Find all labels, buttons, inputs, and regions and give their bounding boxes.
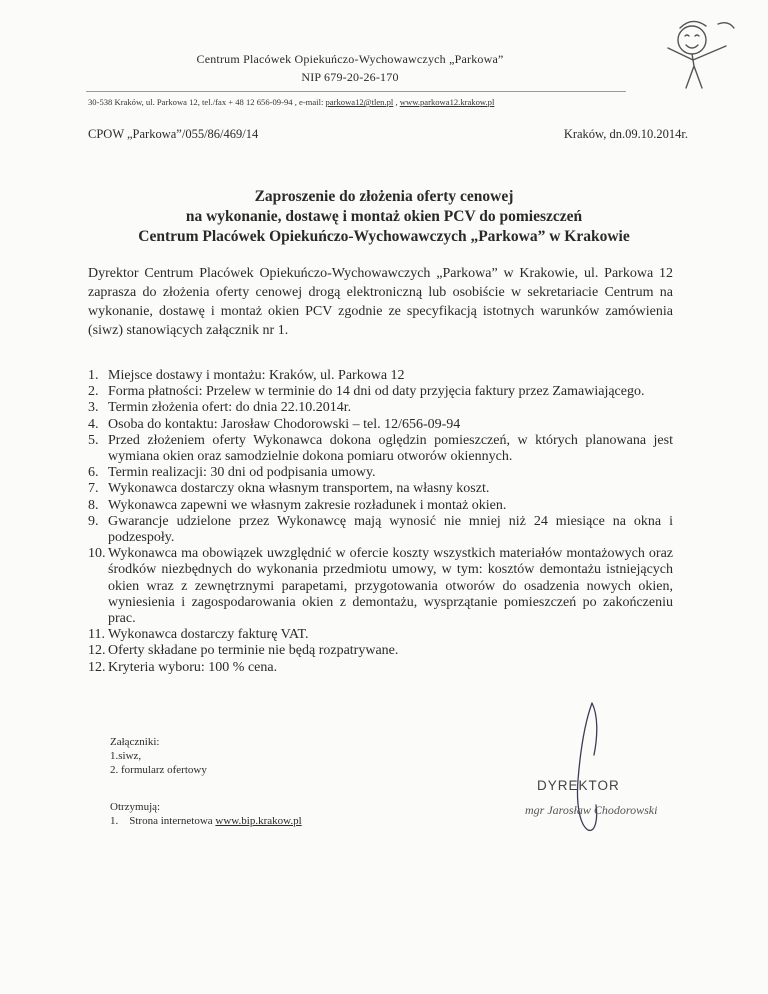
nip-number: NIP 679-20-26-170 xyxy=(301,70,399,84)
item-number: 6. xyxy=(88,465,99,481)
attachments-label: Załączniki: xyxy=(110,736,160,748)
item-text: Osoba do kontaktu: Jarosław Chodorowski – tel. 12/656-09-94 xyxy=(108,416,461,432)
contact-line xyxy=(88,97,494,107)
title-line-2: na wykonanie, dostawę i montaż okien PCV do pomieszczeń xyxy=(185,208,583,225)
item-text: Kryteria wyboru: 100 % cena. xyxy=(108,659,278,675)
item-text: Oferty składane po terminie nie będą rozpatrywane. xyxy=(108,643,399,659)
intro-paragraph: Dyrektor Centrum Placówek Opiekuńczo-Wychowawczych „Parkowa” w Krakowie, ul. Parkowa 12 zaprasza do złożenia oferty cenowej drogą elektroniczną lub osobiście w sekretariacie Centrum na wykonanie, dostawę i montaż okien PCV zgodnie ze specyfikacją istotnych warunków zamówienia (siwz) stanowiących załącznik nr 1. xyxy=(88,266,673,338)
list-item xyxy=(88,643,673,659)
email-label: e-mail: xyxy=(299,97,324,107)
item-number: 12. xyxy=(88,659,106,675)
list-item xyxy=(88,368,673,384)
item-text: Forma płatności: Przelew w terminie do 14 dni od daty przyjęcia faktury przez Zamawiającego. xyxy=(108,384,645,400)
item-number: 7. xyxy=(88,481,99,497)
list-item xyxy=(88,481,673,497)
list-item xyxy=(88,400,673,416)
list-item xyxy=(88,384,673,400)
attachment-item: 1.siwz, xyxy=(110,750,142,762)
item-text: Wykonawca zapewni we własnym zakresie rozładunek i montaż okien. xyxy=(108,497,507,513)
bip-link[interactable]: www.bip.krakow.pl xyxy=(215,815,302,827)
attachment-item: 2. formularz ofertowy xyxy=(110,764,207,776)
recipient-text: Strona internetowa xyxy=(129,815,216,827)
item-number: 5. xyxy=(88,432,99,448)
terms-list xyxy=(88,368,673,676)
item-number: 9. xyxy=(88,513,99,529)
recipient-number: 1. xyxy=(110,815,119,827)
item-text: Termin złożenia ofert: do dnia 22.10.2014r. xyxy=(108,400,352,416)
item-text: Przed złożeniem oferty Wykonawca dokona oględzin pomieszczeń, w których planowana jest wymiana okien oraz samodzielnie dokona pomiaru otworów okiennych. xyxy=(108,432,673,465)
reference-number: CPOW „Parkowa”/055/86/469/14 xyxy=(88,127,259,141)
list-item xyxy=(88,546,673,627)
address: 30-538 Kraków, ul. Parkowa 12, xyxy=(88,97,200,107)
handwritten-signature xyxy=(540,695,630,845)
list-item xyxy=(88,627,673,643)
item-number: 12. xyxy=(88,643,106,659)
item-text: Wykonawca dostarczy fakturę VAT. xyxy=(108,627,309,643)
item-number: 2. xyxy=(88,384,99,400)
item-text: Termin realizacji: 30 dni od podpisania umowy. xyxy=(108,465,376,481)
separator: , xyxy=(393,97,400,107)
signature-name: mgr Jarosław Chodorowski xyxy=(525,803,658,817)
recipients-label: Otrzymują: xyxy=(110,801,161,813)
phone: tel./fax + 48 12 656-09-94 , xyxy=(202,97,297,107)
list-item xyxy=(88,465,673,481)
title-line-3: Centrum Placówek Opiekuńczo-Wychowawczych „Parkowa” w Krakowie xyxy=(138,228,630,245)
item-number: 11. xyxy=(88,627,105,643)
organization-name: Centrum Placówek Opiekuńczo-Wychowawczych „Parkowa” xyxy=(196,52,504,66)
list-item xyxy=(88,514,673,546)
email-link[interactable]: parkowa12@tlen.pl xyxy=(325,97,394,107)
signature-title: DYREKTOR xyxy=(537,778,620,793)
item-number: 10. xyxy=(88,546,106,562)
item-number: 1. xyxy=(88,368,99,383)
recipient-item xyxy=(110,814,302,828)
list-item xyxy=(88,433,673,465)
item-number: 3. xyxy=(88,400,99,416)
document-date: Kraków, dn.09.10.2014r. xyxy=(563,127,688,141)
item-text: Wykonawca ma obowiązek uwzględnić w ofercie koszty wszystkich materiałów montażowych oraz środków niezbędnych do wykonania przedmiotu umowy, w tym: kosztów demontażu istniejących okien wraz z zewnętrznymi parapetami, przygotowania otworów do osadzenia nowych okien, wyniesienia i zagospodarowania okien z demontażu, wysprzątanie pomieszczeń po zakończeniu prac. xyxy=(108,546,673,627)
list-item xyxy=(88,498,673,514)
attachments-block xyxy=(110,735,207,777)
recipients-block xyxy=(110,800,302,828)
list-item xyxy=(88,417,673,433)
item-text: Wykonawca dostarczy okna własnym transportem, na własny koszt. xyxy=(108,481,490,497)
header-divider xyxy=(86,91,626,92)
item-text: Gwarancje udzielone przez Wykonawcę mają wynosić nie mniej niż 24 miesiące na okna i podzespoły. xyxy=(108,513,673,546)
item-text: Miejsce dostawy i montażu: Kraków, ul. Parkowa 12 xyxy=(108,368,405,383)
item-number: 4. xyxy=(88,416,99,432)
list-item xyxy=(88,660,673,676)
title-line-1: Zaproszenie do złożenia oferty cenowej xyxy=(254,188,514,205)
item-number: 8. xyxy=(88,497,99,513)
website-link[interactable]: www.parkowa12.krakow.pl xyxy=(399,97,495,107)
